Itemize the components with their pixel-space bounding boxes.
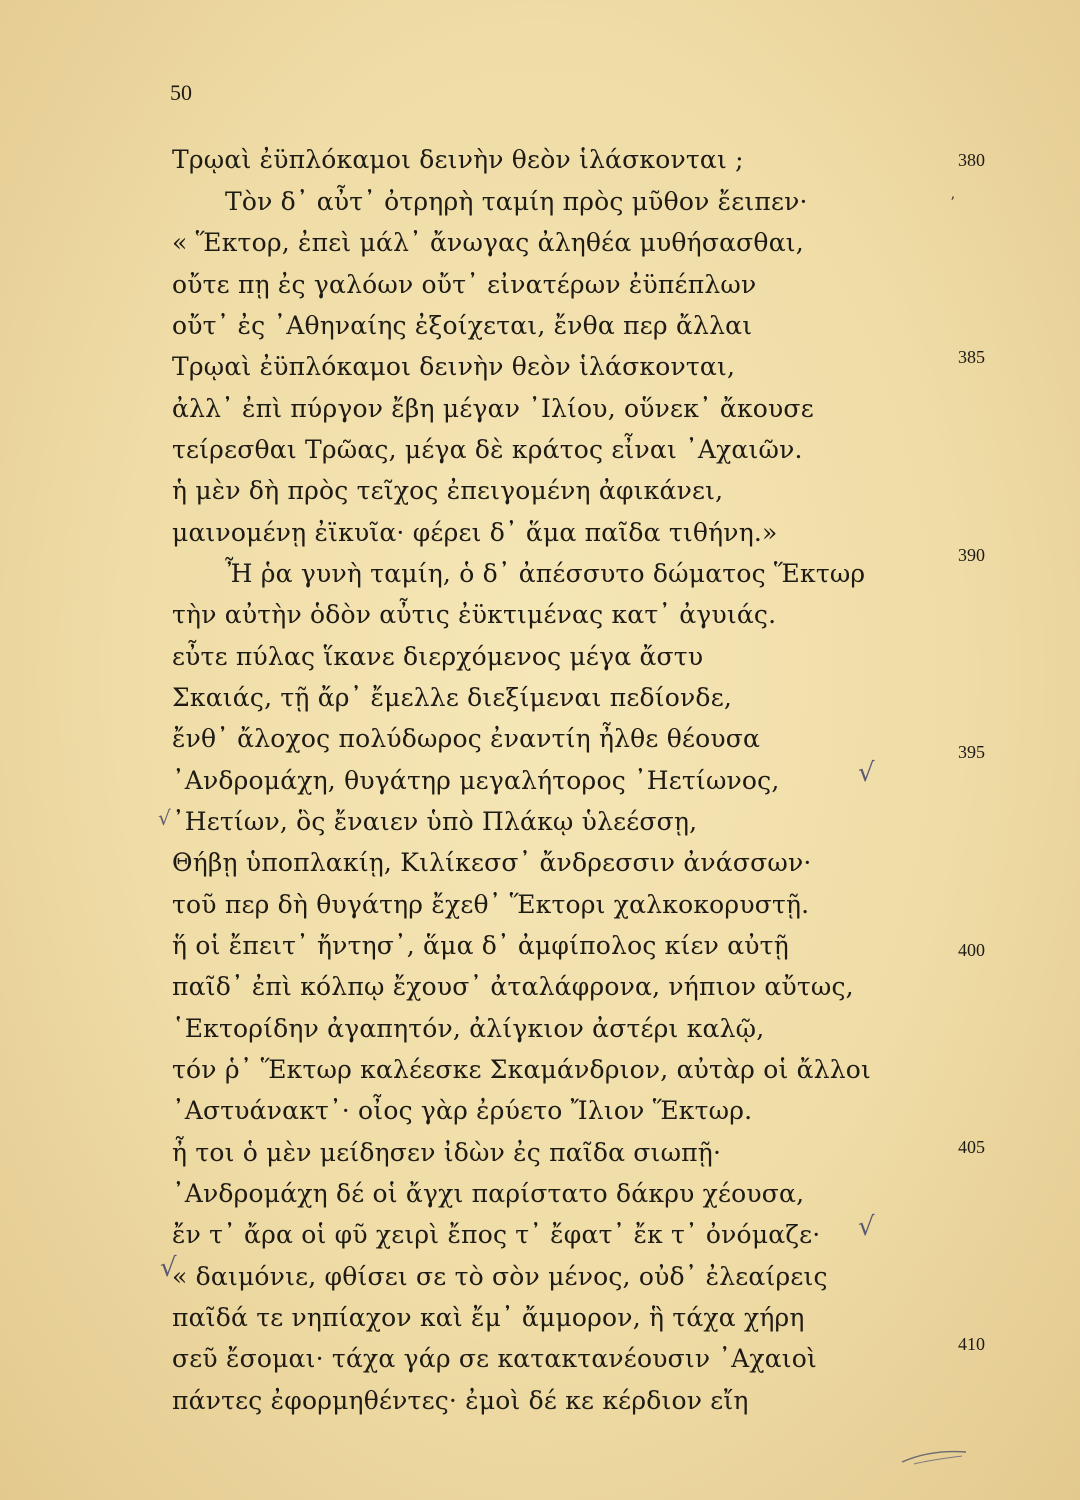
verse-line-394: ἔνθ᾿ ἄλοχος πολύδωρος ἐναντίη ἦλθε θέουσα: [172, 724, 761, 753]
verse-line-405: ᾿Ανδρομάχη δέ οἱ ἄγχι παρίστατο δάκρυ χέουσα,: [172, 1179, 805, 1208]
line-number-385: 385: [958, 347, 985, 367]
verse-line-409: σεῦ ἔσομαι· τάχα γάρ σε κατακτανέουσιν ᾿Αχαιοὶ: [172, 1344, 818, 1373]
verse-line-392: εὖτε πύλας ἵκανε διερχόμενος μέγα ἄστυ: [172, 642, 704, 671]
ink-tick-mark: ʼ: [950, 195, 955, 211]
verse-line-400: παῖδ᾿ ἐπὶ κόλπῳ ἔχουσ᾿ ἀταλάφρονα, νήπιον αὔτως,: [172, 972, 854, 1001]
verse-line-403: ᾿Αστυάνακτ᾿· οἶος γὰρ ἐρύετο Ἴλιον Ἕκτωρ.: [172, 1096, 753, 1125]
verse-line-382: « Ἕκτορ, ἐπεὶ μάλ᾿ ἄνωγας ἀληθέα μυθήσασθαι,: [172, 228, 804, 257]
verse-line-410: πάντες ἐφορμηθέντες· ἐμοὶ δέ κε κέρδιον εἴη: [172, 1386, 749, 1415]
page-number: 50: [170, 80, 192, 105]
verse-line-399: ἥ οἱ ἔπειτ᾿ ἤντησ᾿, ἅμα δ᾿ ἀμφίπολος κίεν αὐτῇ: [172, 931, 789, 960]
verse-line-406: ἔν τ᾿ ἄρα οἱ φῦ χειρὶ ἔπος τ᾿ ἔφατ᾿ ἔκ τ᾿ ὀνόμαζε·: [172, 1220, 821, 1249]
verse-line-398: τοῦ περ δὴ θυγάτηρ ἔχεθ᾿ Ἕκτορι χαλκοκορυστῇ.: [172, 890, 810, 919]
line-number-400: 400: [958, 940, 985, 960]
verse-line-397: Θήβῃ ὑποπλακίῃ, Κιλίκεσσ᾿ ἄνδρεσσιν ἀνάσσων·: [172, 848, 812, 877]
line-number-390: 390: [958, 545, 985, 565]
verse-line-389: μαινομένῃ ἐϊκυῖα· φέρει δ᾿ ἅμα παῖδα τιθήνη.»: [172, 518, 778, 547]
verse-line-387: τείρεσθαι Τρῶας, μέγα δὲ κράτος εἶναι ᾿Αχαιῶν.: [172, 435, 803, 464]
verse-line-404: ἦ τοι ὁ μὲν μείδησεν ἰδὼν ἐς παῖδα σιωπῇ·: [172, 1138, 722, 1167]
line-number-410: 410: [958, 1334, 985, 1354]
verse-line-386: ἀλλ᾿ ἐπὶ πύργον ἔβη μέγαν ᾿Ιλίου, οὕνεκ᾿ ἄκουσε: [172, 394, 814, 423]
pencil-scribble-icon: [900, 1440, 970, 1470]
pencil-check-mark: √: [158, 806, 171, 830]
line-number-405: 405: [958, 1137, 985, 1157]
verse-line-393: Σκαιάς, τῇ ἄρ᾿ ἔμελλε διεξίμεναι πεδίονδε,: [172, 683, 732, 712]
verse-line-396: ᾿Ηετίων, ὃς ἔναιεν ὑπὸ Πλάκῳ ὑλεέσσῃ,: [172, 807, 698, 836]
line-number-380: 380: [958, 150, 985, 170]
verse-line-388: ἡ μὲν δὴ πρὸς τεῖχος ἐπειγομένη ἀφικάνει,: [172, 476, 724, 505]
verse-line-402: τόν ῥ᾿ Ἕκτωρ καλέεσκε Σκαμάνδριον, αὐτὰρ οἱ ἄλλοι: [172, 1055, 872, 1084]
pencil-check-mark: √: [858, 1212, 875, 1242]
verse-line-401: ῾Εκτορίδην ἀγαπητόν, ἀλίγκιον ἀστέρι καλῷ,: [172, 1014, 765, 1043]
verse-line-408: παῖδά τε νηπίαχον καὶ ἔμ᾿ ἄμμορον, ἣ τάχα χήρη: [172, 1303, 805, 1332]
verse-line-390: Ἦ ῥα γυνὴ ταμίη, ὁ δ᾿ ἀπέσσυτο δώματος Ἕκτωρ: [225, 559, 866, 588]
verse-line-407: « δαιμόνιε, φθίσει σε τὸ σὸν μένος, οὐδ᾿ ἐλεαίρεις: [172, 1262, 828, 1291]
verse-line-383: οὔτε πῃ ἐς γαλόων οὔτ᾿ εἰνατέρων ἐϋπέπλων: [172, 270, 757, 299]
pencil-check-mark: √: [160, 1253, 177, 1283]
verse-line-380: Τρῳαὶ ἐϋπλόκαμοι δεινὴν θεὸν ἱλάσκονται ;: [172, 145, 744, 174]
line-number-395: 395: [958, 742, 985, 762]
verse-line-395: ᾿Ανδρομάχη, θυγάτηρ μεγαλήτορος ᾿Ηετίωνος,: [172, 766, 780, 795]
verse-line-381: Τὸν δ᾿ αὖτ᾿ ὀτρηρὴ ταμίη πρὸς μῦθον ἔειπεν·: [225, 187, 808, 216]
verse-line-385: Τρῳαὶ ἐϋπλόκαμοι δεινὴν θεὸν ἱλάσκονται,: [172, 352, 736, 381]
verse-line-391: τὴν αὐτὴν ὁδὸν αὖτις ἐϋκτιμένας κατ᾿ ἀγυιάς.: [172, 600, 777, 629]
verse-line-384: οὔτ᾿ ἐς ᾿Αθηναίης ἐξοίχεται, ἔνθα περ ἄλλαι: [172, 311, 753, 340]
pencil-check-mark: √: [858, 758, 875, 788]
